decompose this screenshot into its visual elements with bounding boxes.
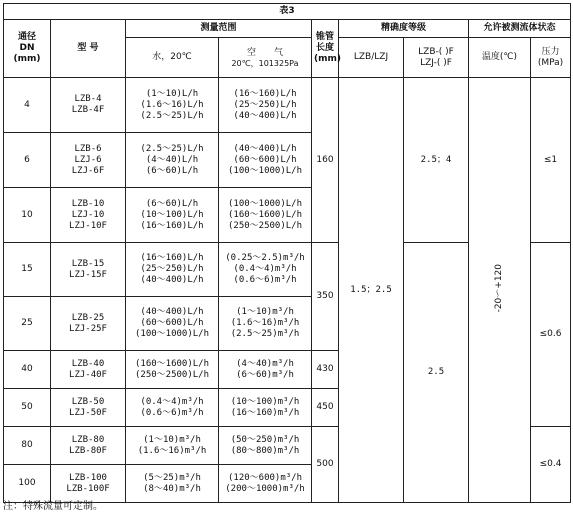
air-range-cell: (50～250)m³/h (80～800)m³/h — [219, 427, 312, 465]
pressure-cell: ≤0.6 — [531, 243, 571, 427]
cone-length-header: 锥管 长度 (mm) — [312, 20, 339, 78]
water-range-cell: (6～60)L/h (10～100)L/h (16～160)L/h — [126, 188, 219, 243]
water-range-cell: (160～1600)L/h (250～2500)L/h — [126, 351, 219, 389]
dn-cell: 15 — [4, 243, 51, 297]
pressure-cell: ≤0.4 — [531, 427, 571, 503]
dn-cell: 4 — [4, 78, 51, 133]
dn-cell: 6 — [4, 133, 51, 188]
model-cell: LZB-80 LZB-80F — [51, 427, 126, 465]
model-cell: LZB-25 LZJ-25F — [51, 297, 126, 351]
dn-cell: 10 — [4, 188, 51, 243]
table-row — [4, 78, 571, 133]
air-header: 空 气 20℃，101325Pa — [219, 38, 312, 78]
cone-length-cell: 350 — [312, 243, 339, 351]
water-range-cell: (0.4～4)m³/h (0.6～6)m³/h — [126, 389, 219, 427]
dn-cell: 50 — [4, 389, 51, 427]
pressure-cell: ≤1 — [531, 78, 571, 243]
model-cell: LZB-40 LZJ-40F — [51, 351, 126, 389]
cone-length-cell: 450 — [312, 389, 339, 427]
allowed-state-header: 允许被测流体状态 — [469, 20, 571, 38]
water-range-cell: (40～400)L/h (60～600)L/h (100～1000)L/h — [126, 297, 219, 351]
model-cell: LZB-100 LZB-100F — [51, 465, 126, 503]
air-range-cell: (1～10)m³/h (1.6～16)m³/h (2.5～25)m³/h — [219, 297, 312, 351]
pressure-header: 压力 (MPa) — [531, 38, 571, 78]
table-title: 表3 — [4, 4, 571, 20]
air-range-cell: (10～100)m³/h (16～160)m³/h — [219, 389, 312, 427]
cone-length-cell: 160 — [312, 78, 339, 243]
water-range-cell: (5～25)m³/h (8～40)m³/h — [126, 465, 219, 503]
model-cell: LZB-6 LZJ-6 LZJ-6F — [51, 133, 126, 188]
cone-length-cell: 430 — [312, 351, 339, 389]
water-range-cell: (1～10)m³/h (1.6～16)m³/h — [126, 427, 219, 465]
dn-cell: 80 — [4, 427, 51, 465]
air-range-cell: (40～400)L/h (60～600)L/h (100～1000)L/h — [219, 133, 312, 188]
accuracy-lzb-lzj-cell: 1.5；2.5 — [339, 78, 404, 503]
dn-header: 通径 DN (mm) — [4, 20, 51, 78]
dn-cell: 25 — [4, 297, 51, 351]
accuracy-f-upper-cell: 2.5；4 — [404, 78, 469, 243]
dn-cell: 100 — [4, 465, 51, 503]
model-header: 型 号 — [51, 20, 126, 78]
air-range-cell: (0.25～2.5)m³/h (0.4～4)m³/h (0.6～6)m³/h — [219, 243, 312, 297]
cone-length-cell: 500 — [312, 427, 339, 503]
lzb-lzj-header: LZB/LZJ — [339, 38, 404, 78]
air-range-cell: (16～160)L/h (25～250)L/h (40～400)L/h — [219, 78, 312, 133]
water-range-cell: (16～160)L/h (25～250)L/h (40～400)L/h — [126, 243, 219, 297]
footnote: 注：特殊流量可定制。 — [3, 501, 103, 512]
water-range-cell: (2.5～25)L/h (4～40)L/h (6～60)L/h — [126, 133, 219, 188]
model-cell: LZB-4 LZB-4F — [51, 78, 126, 133]
dn-cell: 40 — [4, 351, 51, 389]
accuracy-f-lower-cell: 2.5 — [404, 243, 469, 503]
accuracy-header: 精确度等级 — [339, 20, 469, 38]
model-cell: LZB-10 LZJ-10 LZJ-10F — [51, 188, 126, 243]
air-range-cell: (4～40)m³/h (6～60)m³/h — [219, 351, 312, 389]
air-range-cell: (100～1000)L/h (160～1600)L/h (250～2500)L/h — [219, 188, 312, 243]
lzb-f-header: LZB-( )F LZJ-( )F — [404, 38, 469, 78]
air-range-cell: (120～600)m³/h (200～1000)m³/h — [219, 465, 312, 503]
water-range-cell: (1～10)L/h (1.6～16)L/h (2.5～25)L/h — [126, 78, 219, 133]
model-cell: LZB-50 LZJ-50F — [51, 389, 126, 427]
temperature-header: 温度(℃) — [469, 38, 531, 78]
model-cell: LZB-15 LZJ-15F — [51, 243, 126, 297]
flowmeter-spec-table — [3, 3, 571, 503]
water-header: 水，20℃ — [126, 38, 219, 78]
range-header: 测量范围 — [126, 20, 312, 38]
temperature-cell: -20～+120 — [469, 78, 531, 503]
